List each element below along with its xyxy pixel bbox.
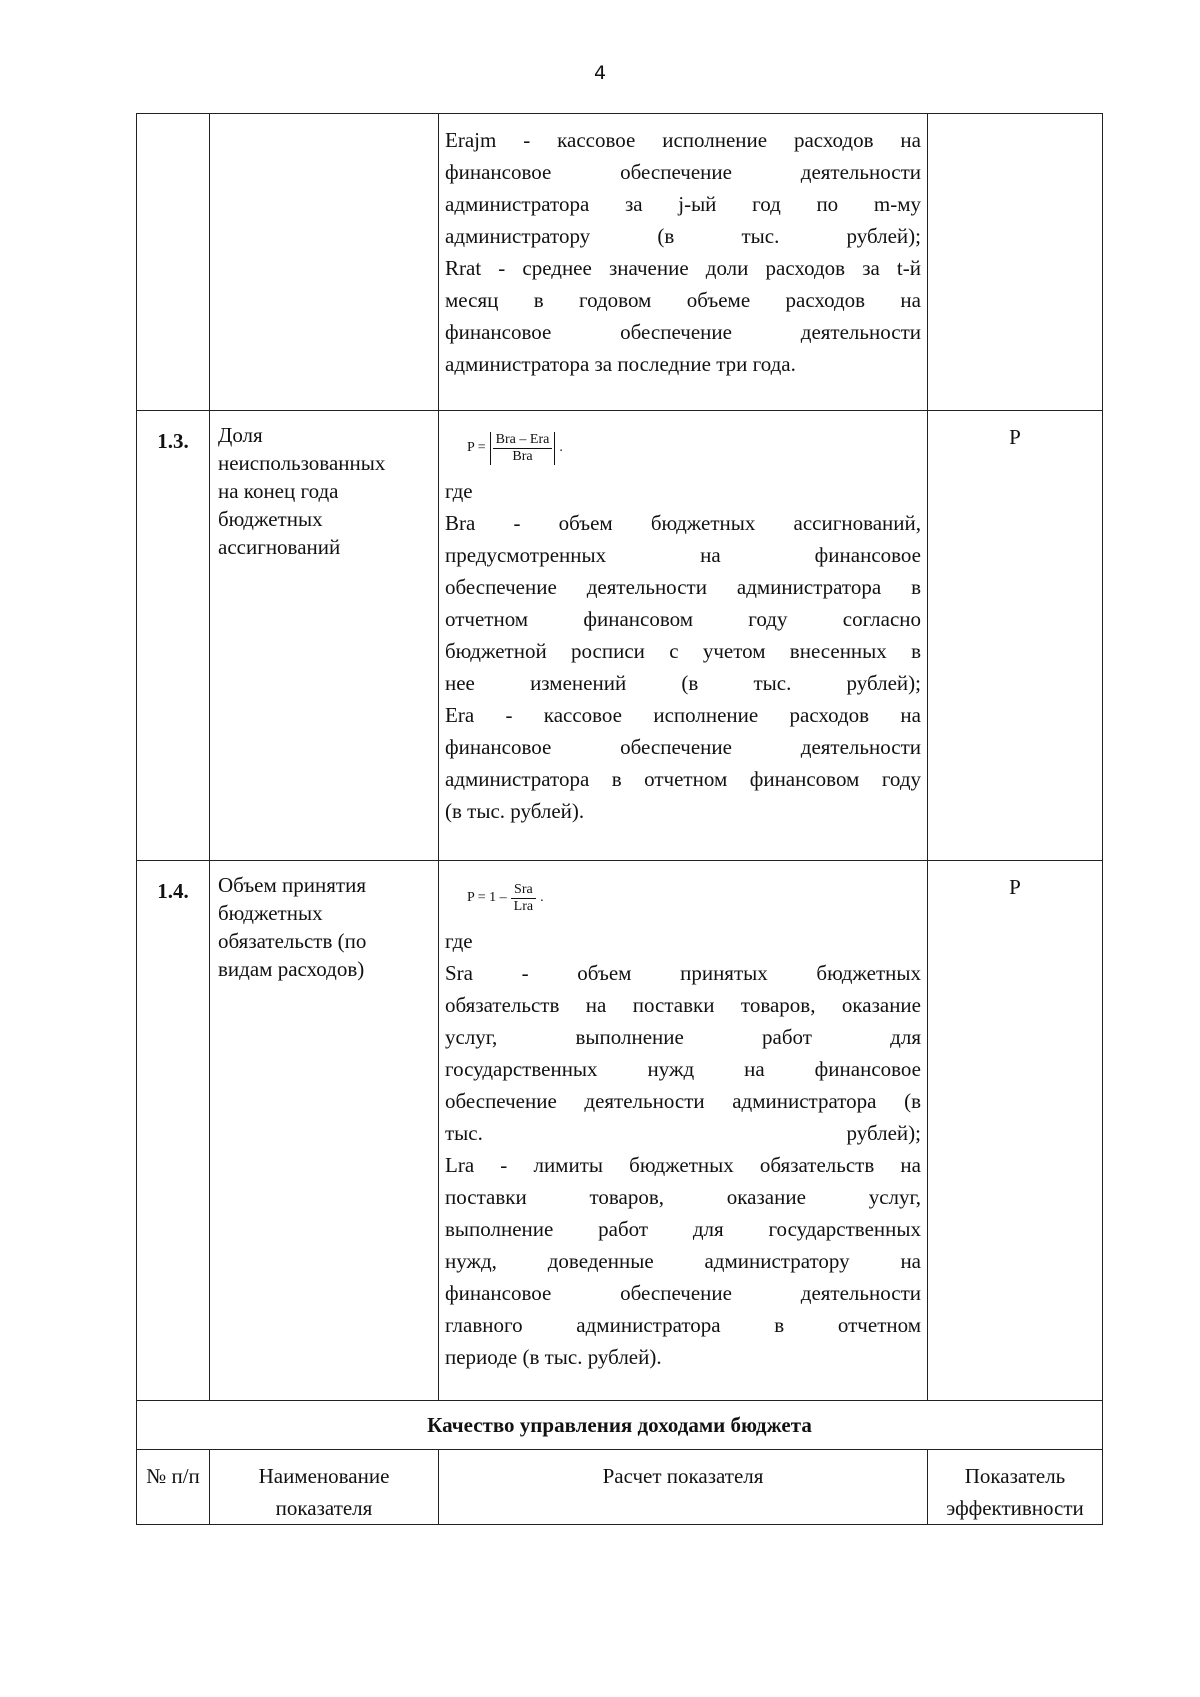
calc-line: бюджетной росписи с учетом внесенных в xyxy=(445,639,921,663)
formula xyxy=(467,877,921,919)
name-line: ассигнований xyxy=(218,535,341,559)
name-line: неиспользованных xyxy=(218,451,386,475)
formula-tail: . xyxy=(559,440,563,455)
calc-line: Rrat - среднее значение доли расходов за t-й xyxy=(445,256,921,280)
name-line: бюджетных xyxy=(218,507,323,531)
calc-line: услуг, выполнение работ для xyxy=(445,1025,921,1049)
calculation-cell xyxy=(439,861,928,1401)
calc-line: тыс. рублей); xyxy=(445,1121,921,1145)
indicators-table xyxy=(136,113,1103,1525)
calc-line: месяц в годовом объеме расходов на xyxy=(445,288,921,312)
calculation-cell xyxy=(439,114,928,411)
header-efficiency: Показатель эффективности xyxy=(928,1450,1103,1525)
table-row-1-4 xyxy=(137,861,1103,1401)
calc-line: Era - кассовое исполнение расходов на xyxy=(445,703,921,727)
calculation-cell xyxy=(439,411,928,861)
row-number: 1.4. xyxy=(137,861,210,1401)
calc-line: администратору (в тыс. рублей); xyxy=(445,224,921,248)
table-header-row xyxy=(137,1450,1103,1525)
row-number-cell xyxy=(137,114,210,411)
calc-line: нужд, доведенные администратору на xyxy=(445,1249,921,1273)
calc-line: главного администратора в отчетном xyxy=(445,1313,921,1337)
calc-line: периоде (в тыс. рублей). xyxy=(445,1345,662,1369)
formula-fraction xyxy=(493,432,553,465)
name-line: видам расходов) xyxy=(218,957,365,981)
calc-line: Erajm - кассовое исполнение расходов на xyxy=(445,128,921,152)
formula-denominator: Bra xyxy=(512,448,533,464)
calc-line: предусмотренных на финансовое xyxy=(445,543,921,567)
calc-line: отчетном финансовом году согласно xyxy=(445,607,921,631)
formula-lhs: P = xyxy=(467,440,486,455)
formula xyxy=(467,427,921,469)
formula-lhs: P = 1 – xyxy=(467,890,507,905)
section-title: Качество управления доходами бюджета xyxy=(137,1401,1103,1450)
calc-line: обязательств на поставки товаров, оказание xyxy=(445,993,921,1017)
calc-line: финансовое обеспечение деятельности xyxy=(445,320,921,344)
calc-line: Lra - лимиты бюджетных обязательств на xyxy=(445,1153,921,1177)
calc-line: финансовое обеспечение деятельности xyxy=(445,1281,921,1305)
formula-tail: . xyxy=(540,890,544,905)
formula-fraction xyxy=(511,882,536,915)
calc-line: поставки товаров, оказание услуг, xyxy=(445,1185,921,1209)
name-line: бюджетных xyxy=(218,901,323,925)
name-line: на конец года xyxy=(218,479,339,503)
calc-line: администратора за последние три года. xyxy=(445,352,796,376)
efficiency-value: Р xyxy=(928,861,1103,1401)
header-number: № п/п xyxy=(137,1450,210,1525)
formula-numerator: Sra xyxy=(511,882,536,899)
section-title-row xyxy=(137,1401,1103,1450)
name-line: обязательств (по xyxy=(218,929,367,953)
efficiency-cell xyxy=(928,114,1103,411)
calc-line: нее изменений (в тыс. рублей); xyxy=(445,671,921,695)
table-row-1-3 xyxy=(137,411,1103,861)
header-name: Наименование показателя xyxy=(210,1450,439,1525)
calc-line: (в тыс. рублей). xyxy=(445,799,585,823)
calc-line: выполнение работ для государственных xyxy=(445,1217,921,1241)
table-row-continued xyxy=(137,114,1103,411)
indicator-name xyxy=(210,861,439,1401)
formula-numerator: Bra – Era xyxy=(493,432,553,449)
name-line: Доля xyxy=(218,423,263,447)
where-label: где xyxy=(445,929,473,953)
calc-line: финансовое обеспечение деятельности xyxy=(445,160,921,184)
calc-line: финансовое обеспечение деятельности xyxy=(445,735,921,759)
name-line: Объем принятия xyxy=(218,873,366,897)
efficiency-value: Р xyxy=(928,411,1103,861)
indicator-name xyxy=(210,411,439,861)
calc-line: администратора за j-ый год по m-му xyxy=(445,192,921,216)
header-calculation: Расчет показателя xyxy=(439,1450,928,1525)
calc-line: Sra - объем принятых бюджетных xyxy=(445,961,921,985)
calc-line: государственных нужд на финансовое xyxy=(445,1057,921,1081)
calc-line: обеспечение деятельности администратора (в xyxy=(445,1089,921,1113)
formula-denominator: Lra xyxy=(513,898,534,914)
page-number: 4 xyxy=(593,62,607,84)
calc-line: Bra - объем бюджетных ассигнований, xyxy=(445,511,921,535)
row-number: 1.3. xyxy=(137,411,210,861)
indicator-name-cell xyxy=(210,114,439,411)
calc-line: обеспечение деятельности администратора в xyxy=(445,575,921,599)
where-label: где xyxy=(445,479,473,503)
formula-abs xyxy=(490,432,556,465)
calc-line: администратора в отчетном финансовом году xyxy=(445,767,921,791)
